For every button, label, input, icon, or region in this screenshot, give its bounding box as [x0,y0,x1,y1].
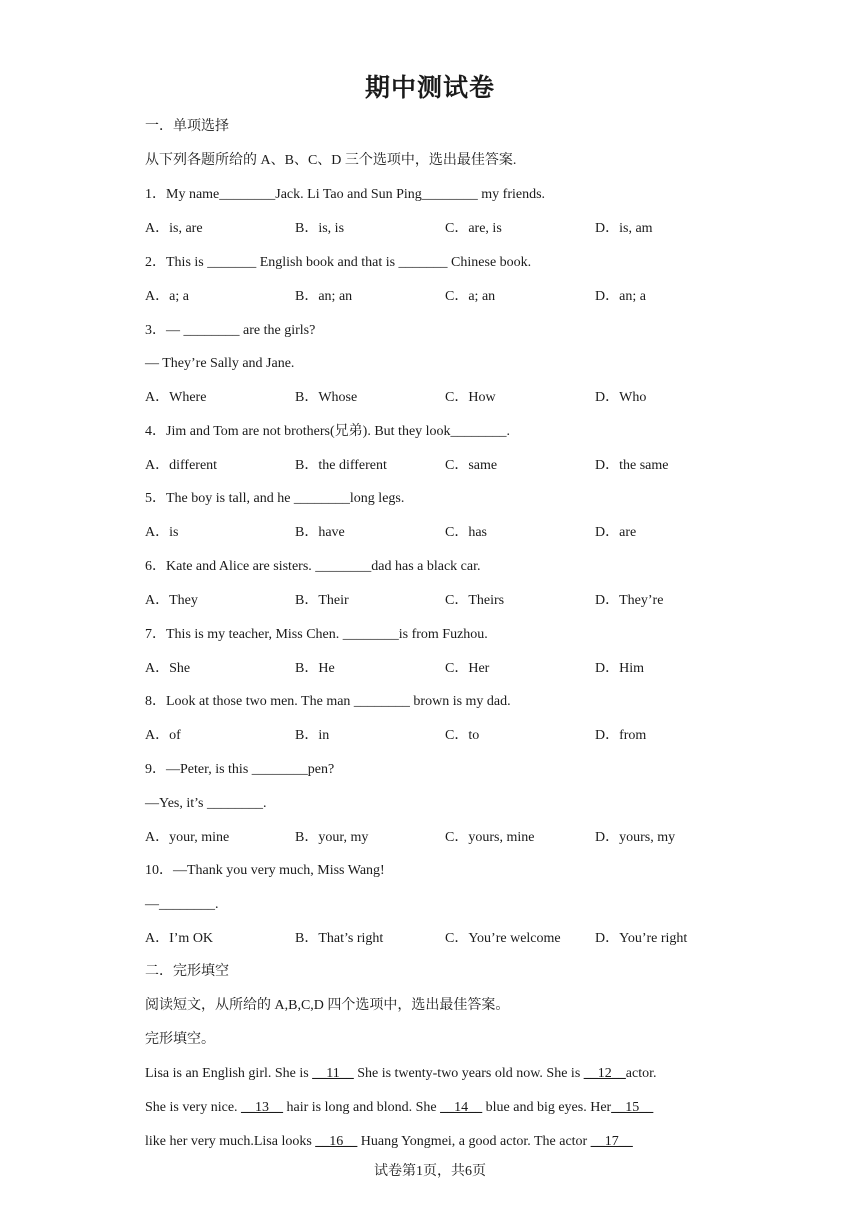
question-text: 7．This is my teacher, Miss Chen. ________is from Fuzhou. [145,627,488,642]
question-text: 8．Look at those two men. The man ________ brown is my dad. [145,694,511,709]
option-c: C．are, is [445,221,502,236]
passage-text: She is very nice. [145,1100,242,1115]
passage-line [145,1064,657,1084]
passage-text: blue and big eyes. Her [482,1100,612,1115]
option-d: D．yours, my [595,830,676,845]
passage-text: She is twenty-two years old now. She is [353,1066,584,1081]
option-a: A．is, are [145,221,203,236]
section-heading: 一．单项选择 [145,119,229,134]
option-d: D．an; a [595,289,646,304]
passage-text: Huang Yongmei, a good actor. The actor [357,1134,591,1149]
option-b: B．Whose [295,390,358,405]
option-c: C．yours, mine [445,830,535,845]
option-b: B．That’s right [295,931,384,946]
blank-14: __14__ [440,1100,483,1115]
question-text: 10．—Thank you very much, Miss Wang! [145,863,385,878]
option-b: B．the different [295,458,387,473]
option-a: A．Where [145,390,207,405]
option-d: D．You’re right [595,931,688,946]
option-d: D．They’re [595,593,664,608]
passage-text: actor. [625,1066,657,1081]
option-c: C．You’re welcome [445,931,561,946]
option-b: B．Their [295,593,349,608]
option-a: A．I’m OK [145,931,214,946]
option-b: B．in [295,728,330,743]
option-c: C．How [445,390,496,405]
blank-16: __16__ [315,1134,358,1149]
option-c: C．a; an [445,289,496,304]
section-instruction: 从下列各题所给的 A、B、C、D 三个选项中，选出最佳答案. [145,153,517,168]
option-a: A．different [145,458,218,473]
option-c: C．Theirs [445,593,505,608]
option-d: D．is, am [595,221,653,236]
question-text: —Yes, it’s ________. [145,796,267,811]
passage-text: hair is long and blond. She [283,1100,441,1115]
question-text: — They’re Sally and Jane. [145,356,295,371]
blank-15: __15__ [611,1100,654,1115]
page-title: 期中测试卷 [364,75,495,102]
section-heading: 二．完形填空 [145,964,229,979]
passage-text: Lisa is an English girl. She is [145,1066,313,1081]
question-text: 3．— ________ are the girls? [145,323,316,338]
section-instruction: 阅读短文，从所给的 A,B,C,D 四个选项中，选出最佳答案。 [145,998,510,1013]
passage-text: like her very much.Lisa looks [145,1134,316,1149]
option-c: C．same [445,458,498,473]
page-footer: 试卷第1页，共6页 [374,1164,486,1179]
blank-17: __17__ [590,1134,633,1149]
option-a: A．They [145,593,198,608]
option-a: A．She [145,661,191,676]
option-a: A．your, mine [145,830,230,845]
blank-13: __13__ [241,1100,284,1115]
option-b: B．He [295,661,335,676]
question-text: 5．The boy is tall, and he ________long legs. [145,491,405,506]
option-b: B．have [295,525,345,540]
blank-11: __11__ [312,1066,354,1081]
question-text: 1．My name________Jack. Li Tao and Sun Ping________ my friends. [145,187,546,202]
question-text: 4．Jim and Tom are not brothers(兄弟). But they look________. [145,424,511,439]
option-d: D．the same [595,458,669,473]
option-c: C．has [445,525,487,540]
option-a: A．of [145,728,181,743]
option-b: B．is, is [295,221,345,236]
option-c: C．to [445,728,480,743]
question-text: —________. [145,897,219,912]
option-d: D．from [595,728,647,743]
question-text: 6．Kate and Alice are sisters. ________dad has a black car. [145,559,481,574]
option-a: A．is [145,525,179,540]
question-text: 9．—Peter, is this ________pen? [145,762,335,777]
passage-line [145,1098,653,1118]
option-b: B．an; an [295,289,353,304]
option-a: A．a; a [145,289,189,304]
option-d: D．Who [595,390,647,405]
section-subheading: 完形填空。 [145,1032,215,1047]
option-d: D．Him [595,661,644,676]
question-text: 2．This is _______ English book and that is _______ Chinese book. [145,255,532,270]
option-d: D．are [595,525,637,540]
blank-12: __12__ [583,1066,626,1081]
option-c: C．Her [445,661,490,676]
passage-line [145,1132,633,1152]
option-b: B．your, my [295,830,369,845]
